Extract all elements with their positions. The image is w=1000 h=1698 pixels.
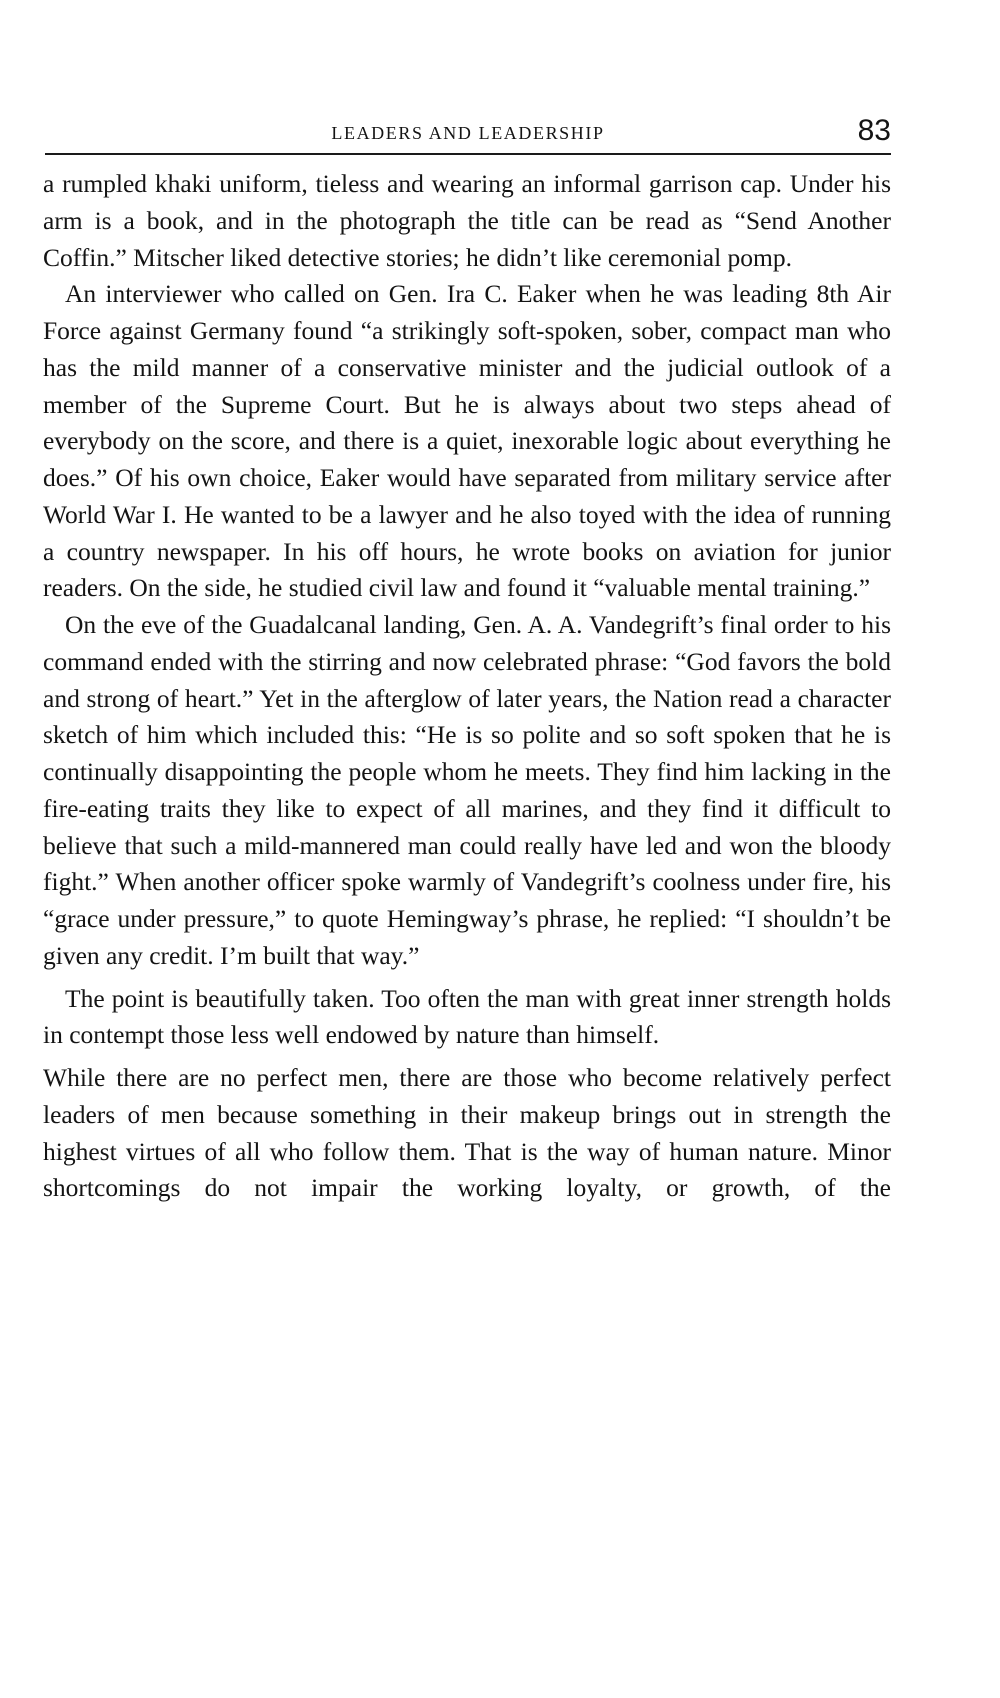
- paragraph-vandegrift: On the eve of the Guadalcanal landing, Gen. A. A. Vandegrift’s final order to his command ended with the stirring and now celebrated phrase: “God favors the bold and strong of heart.” Yet in the afterglow of later years, the Nation read a character sketch of him which included this: “He is so polite and so soft spoken that he is continually disappointing the people whom he meets. They find him lacking in the fire-eating traits they like to expect of all marines, and they find it difficult to believe that such a mild-mannered man could really have led and won the bloody fight.” When another officer spoke warmly of Vandegrift’s coolness under fire, his “grace under pressure,” to quote Hemingway’s phrase, he replied: “I shouldn’t be given any credit. I’m built that way.”: [43, 610, 891, 970]
- body-text: [43, 166, 891, 1207]
- page-number: 83: [857, 114, 891, 147]
- paragraph-eaker: An interviewer who called on Gen. Ira C. Eaker when he was leading 8th Air Force against Germany found “a strikingly soft-spoken, sober, compact man who has the mild manner of a conservative minister and the judicial outlook of a member of the Supreme Court. But he is always about two steps ahead of everybody on the score, and there is a quiet, inexorable logic about everything he does.” Of his own choice, Eaker would have separated from military service after World War I. He wanted to be a lawyer and he also toyed with the idea of running a country newspaper. In his off hours, he wrote books on aviation for junior readers. On the side, he studied civil law and found it “valuable mental training.”: [43, 279, 891, 603]
- running-title: LEADERS AND LEADERSHIP: [331, 123, 605, 143]
- paragraph-perfect-leaders: While there are no perfect men, there are those who become relatively perfect leaders of men because something in their makeup brings out in strength the highest virtues of all who follow them. That is the way of human nature. Minor shortcomings do not impair the working loyalty, or growth, of the: [43, 1063, 891, 1203]
- running-header: [45, 113, 891, 155]
- paragraph-continued: a rumpled khaki uniform, tieless and wearing an informal garrison cap. Under his arm is a book, and in the photograph the title can be read as “Send Another Coffin.” Mitscher liked detective stories; he didn’t like ceremonial pomp.: [43, 169, 891, 272]
- paragraph-point: The point is beautifully taken. Too often the man with great inner strength holds in contempt those less well endowed by nature than himself.: [43, 983, 891, 1050]
